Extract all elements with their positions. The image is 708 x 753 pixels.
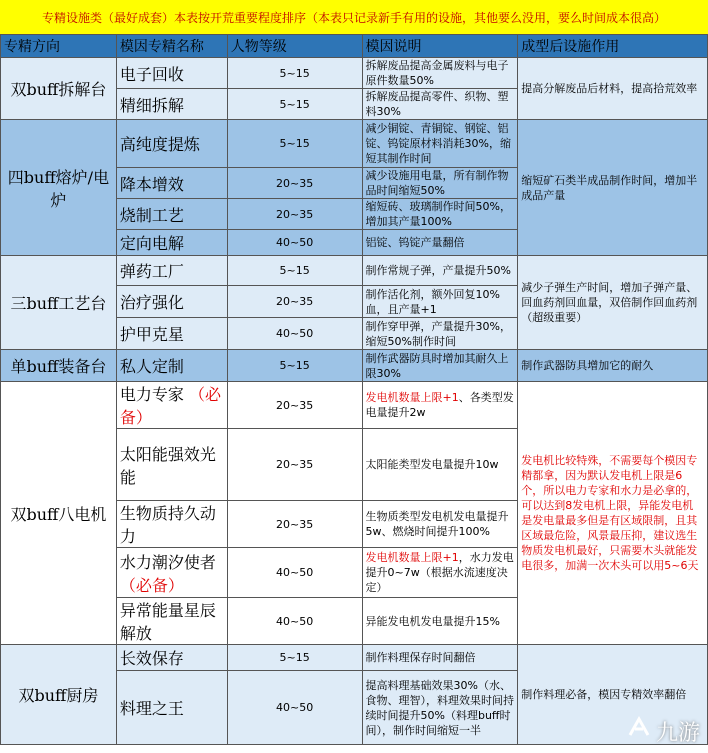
level-cell: 20~35: [227, 199, 362, 230]
specialty-name: 料理之王: [116, 671, 227, 745]
desc-cell: 提高料理基础效果30%（水、食物、理智），料理效果时间持续时间提升50%（料理buff时间），制作时间缩短一半: [362, 671, 518, 745]
desc-text: ，水力发电提升0~7w（根据水流速度决定）: [365, 551, 514, 594]
specialty-name: 定向电解: [116, 230, 227, 256]
level-cell: 20~35: [227, 382, 362, 429]
specialty-name: [116, 382, 227, 429]
specialty-name: 降本增效: [116, 168, 227, 199]
effect-cell: 缩短矿石类半成品制作时间，增加半成品产量: [518, 120, 708, 256]
specialty-name: 生物质持久动力: [116, 501, 227, 548]
desc-cell: 制作料理保存时间翻倍: [362, 645, 518, 671]
effect-cell: 制作武器防具增加它的耐久: [518, 350, 708, 382]
specialty-name-text: 水力潮汐使者: [119, 552, 216, 572]
watermark-text: 九游: [655, 720, 700, 746]
desc-cell: 制作武器防具时增加其耐久上限30%: [362, 350, 518, 382]
desc-highlight: 发电机数量上限+1: [365, 551, 459, 564]
category-cell: 双buff厨房: [1, 645, 117, 745]
category-cell: 四buff熔炉/电炉: [1, 120, 117, 256]
header-cell: 模因专精名称: [116, 35, 227, 58]
desc-cell: 制作常规子弹，产量提升50%: [362, 256, 518, 286]
header-row: [1, 35, 708, 58]
desc-cell: 减少设施用电量，所有制作物品时间缩短50%: [362, 168, 518, 199]
desc-cell: 缩短砖、玻璃制作时间50%，增加其产量100%: [362, 199, 518, 230]
page-title: 专精设施类（最好成套）本表按开荒重要程度排序（本表只记录新手有用的设施，其他要么没用，要么时间成本很高）: [0, 0, 708, 35]
specialty-name: 高纯度提炼: [116, 120, 227, 168]
specialty-name: 烧制工艺: [116, 199, 227, 230]
effect-cell: 发电机比较特殊，不需要每个模因专精都拿，因为默认发电机上限是6个，所以电力专家和水力是必拿的，可以达到8发电机上限，异能发电机是发电量最多但是有区域限制，且其区域最危险，风景最压抑，建议选生物质发电机最好，只需要木头就能发电很多，加满一次木头可以用5~6天: [518, 382, 708, 645]
desc-cell: [362, 382, 518, 429]
level-cell: 5~15: [227, 120, 362, 168]
specialty-name: 精细拆解: [116, 89, 227, 120]
desc-cell: 制作活化剂，额外回复10%血，且产量+1: [362, 286, 518, 318]
table-row: [1, 58, 708, 89]
table-row: [1, 120, 708, 168]
level-cell: 40~50: [227, 548, 362, 598]
specialty-name: 异常能量星辰解放: [116, 598, 227, 645]
level-cell: 5~15: [227, 256, 362, 286]
specialty-name: 电子回收: [116, 58, 227, 89]
header-cell: 专精方向: [1, 35, 117, 58]
facility-table: [0, 34, 708, 745]
specialty-name: 太阳能强效光能: [116, 429, 227, 501]
level-cell: 40~50: [227, 671, 362, 745]
specialty-name: 护甲克星: [116, 318, 227, 350]
desc-text: 、各类型发电量提升2w: [365, 391, 514, 419]
table-row: [1, 382, 708, 429]
specialty-name: 弹药工厂: [116, 256, 227, 286]
level-cell: 20~35: [227, 286, 362, 318]
desc-cell: 拆解废品提高金属废料与电子原件数量50%: [362, 58, 518, 89]
desc-cell: 减少铜锭、青铜锭、钢锭、铝锭、钨锭原材料消耗30%，缩短其制作时间: [362, 120, 518, 168]
level-cell: 20~35: [227, 168, 362, 199]
category-cell: 双buff拆解台: [1, 58, 117, 120]
level-cell: 40~50: [227, 230, 362, 256]
specialty-name-text: 电力专家: [119, 385, 184, 404]
table-row: [1, 256, 708, 286]
effect-cell: 减少子弹生产时间，增加子弹产量、回血药剂回血量，双倍制作回血药剂（超级重要）: [518, 256, 708, 350]
watermark-logo: [626, 715, 700, 747]
level-cell: 5~15: [227, 350, 362, 382]
level-cell: 40~50: [227, 598, 362, 645]
desc-highlight: 发电机数量上限+1: [365, 391, 459, 404]
effect-cell: 提高分解废品后材料，提高拾荒效率: [518, 58, 708, 120]
specialty-name: 私人定制: [116, 350, 227, 382]
level-cell: 20~35: [227, 501, 362, 548]
level-cell: 5~15: [227, 645, 362, 671]
required-tag: （必备）: [119, 575, 184, 595]
category-cell: 三buff工艺台: [1, 256, 117, 350]
specialty-name: [116, 548, 227, 598]
level-cell: 20~35: [227, 429, 362, 501]
level-cell: 40~50: [227, 318, 362, 350]
desc-cell: 太阳能类型发电量提升10w: [362, 429, 518, 501]
level-cell: 5~15: [227, 89, 362, 120]
level-cell: 5~15: [227, 58, 362, 89]
logo-icon: [626, 715, 652, 747]
desc-cell: 制作穿甲弹，产量提升30%，缩短50%制作时间: [362, 318, 518, 350]
desc-cell: [362, 548, 518, 598]
desc-cell: 异能发电机发电量提升15%: [362, 598, 518, 645]
header-cell: 成型后设施作用: [518, 35, 708, 58]
effect-cell: 制作料理必备，模因专精效率翻倍: [518, 645, 708, 745]
header-cell: 模因说明: [362, 35, 518, 58]
table-row: [1, 350, 708, 382]
header-cell: 人物等级: [227, 35, 362, 58]
required-tag: （必备）: [119, 385, 221, 427]
specialty-name: 治疗强化: [116, 286, 227, 318]
category-cell: 单buff装备台: [1, 350, 117, 382]
specialty-name: 长效保存: [116, 645, 227, 671]
desc-cell: 拆解废品提高零件、织物、塑料30%: [362, 89, 518, 120]
desc-cell: 生物质类型发电机发电量提升5w、燃烧时间提升100%: [362, 501, 518, 548]
table-row: [1, 645, 708, 671]
desc-cell: 铝锭、钨锭产量翻倍: [362, 230, 518, 256]
category-cell: 双buff八电机: [1, 382, 117, 645]
